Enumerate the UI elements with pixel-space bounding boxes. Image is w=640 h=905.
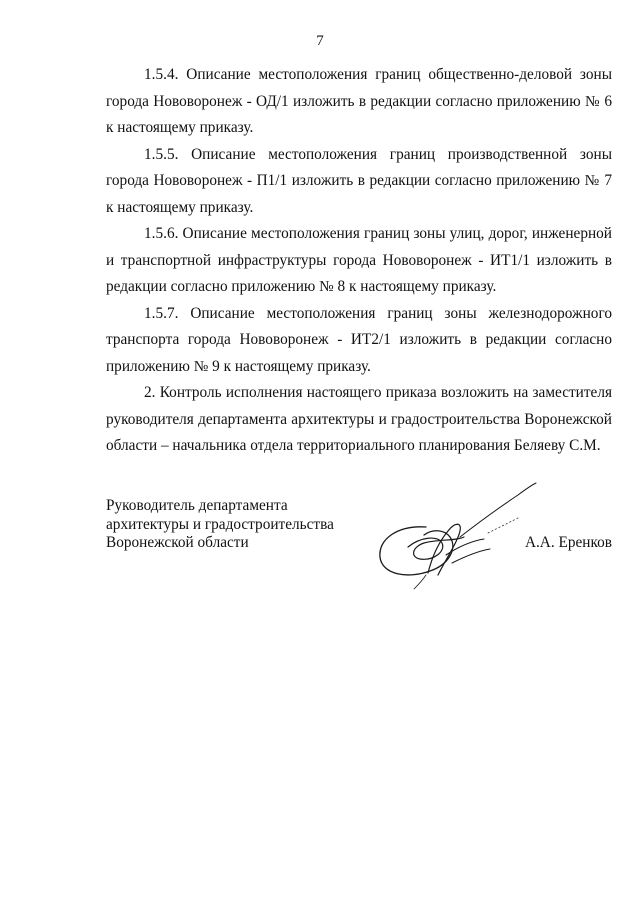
signatory-position <box>106 497 334 553</box>
position-line: Воронежской области <box>106 534 249 551</box>
paragraph-1-5-7: 1.5.7. Описание местоположения границ зоны железнодорожного транспорта города Нововоронеж - ИТ2/1 изложить в редакции согласно приложению № 9 к настоящему приказу. <box>106 304 612 375</box>
page-number: 7 <box>316 33 324 49</box>
position-line: Руководитель департамента <box>106 497 288 514</box>
document-body <box>106 62 612 460</box>
paragraph-1-5-4: 1.5.4. Описание местоположения границ общественно-деловой зоны города Нововоронеж - ОД/1 изложить в редакции согласно приложению № 6 к настоящему приказу. <box>106 66 612 136</box>
paragraph-2: 2. Контроль исполнения настоящего приказа возложить на заместителя руководителя департамента архитектуры и градостроительства Воронежской области – начальника отдела территориального планирования Беляеву С.М. <box>106 384 612 454</box>
paragraph-1-5-6: 1.5.6. Описание местоположения границ зоны улиц, дорог, инженерной и транспортной инфраструктуры города Нововоронеж - ИТ1/1 изложить в редакции согласно приложению № 8 к настоящему приказу. <box>106 225 612 295</box>
paragraph-1-5-5: 1.5.5. Описание местоположения границ производственной зоны города Нововоронеж - П1/1 изложить в редакции согласно приложению № 7 к настоящему приказу. <box>106 145 612 216</box>
signature-block <box>106 497 612 597</box>
position-line: архитектуры и градостроительства <box>106 515 334 533</box>
handwritten-signature <box>368 477 543 595</box>
signatory-name: А.А. Еренков <box>524 534 612 551</box>
